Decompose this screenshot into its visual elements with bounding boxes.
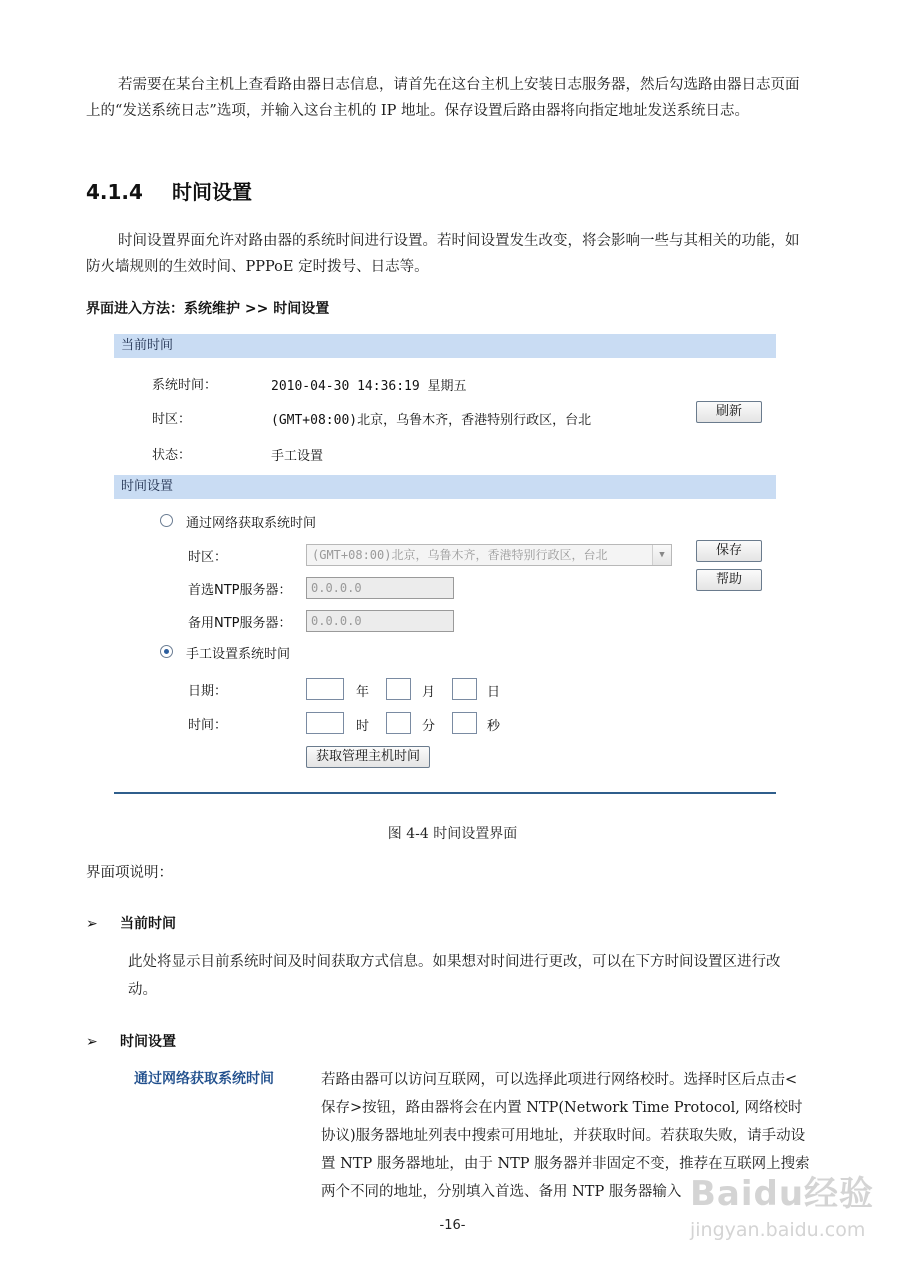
time-settings-screenshot bbox=[114, 334, 776, 796]
watermark-brand: Baidu经验 bbox=[690, 1174, 875, 1214]
bullet-current-time: ➢ 当前时间 bbox=[86, 916, 176, 932]
items-intro: 界面项说明： bbox=[86, 865, 173, 881]
section-title: 时间设置 bbox=[172, 180, 252, 204]
section-heading bbox=[86, 176, 252, 205]
intro-paragraph: 若需要在某台主机上查看路由器日志信息，请首先在这台主机上安装日志服务器，然后勾选路由器日志页面上的“发送系统日志”选项，并输入这台主机的 IP 地址。保存设置后路由器将向指定地址发送系统日志。 bbox=[86, 77, 800, 119]
refresh-button[interactable]: 刷新 bbox=[696, 401, 762, 423]
timezone-label: 时区： bbox=[152, 412, 192, 427]
section-paragraph: 时间设置界面允许对路由器的系统时间进行设置。若时间设置发生改变，将会影响一些与其相关的功能，如防火墙规则的生效时间、PPPoE 定时拨号、日志等。 bbox=[86, 233, 800, 275]
term-network-time: 通过网络获取系统时间 bbox=[134, 1071, 274, 1087]
minute-unit: 分 bbox=[422, 719, 436, 734]
bullet-current-time-text: 此处将显示目前系统时间及时间获取方式信息。如果想对时间进行更改，可以在下方时间设置区进行改动。 bbox=[128, 954, 781, 998]
backup-ntp-input[interactable] bbox=[306, 610, 454, 632]
timezone-value: (GMT+08:00)北京，乌鲁木齐，香港特别行政区，台北 bbox=[271, 413, 592, 428]
hour-unit: 时 bbox=[356, 719, 370, 734]
year-unit: 年 bbox=[356, 685, 370, 700]
chevron-down-icon: ▼ bbox=[652, 545, 671, 565]
tz-select-label: 时区： bbox=[188, 550, 228, 565]
baidu-watermark bbox=[690, 1166, 890, 1256]
primary-ntp-input[interactable] bbox=[306, 577, 454, 599]
date-label: 日期： bbox=[188, 684, 228, 699]
day-unit: 日 bbox=[487, 685, 501, 700]
hour-input[interactable] bbox=[306, 712, 344, 734]
backup-ntp-label: 备用NTP服务器： bbox=[188, 616, 292, 631]
time-label: 时间： bbox=[188, 718, 228, 733]
timezone-select-value: (GMT+08:00)北京，乌鲁木齐，香港特别行政区，台北 bbox=[312, 548, 608, 562]
status-label: 状态： bbox=[152, 448, 192, 463]
second-unit: 秒 bbox=[487, 719, 501, 734]
help-button[interactable]: 帮助 bbox=[696, 569, 762, 591]
section-number: 4.1.4 bbox=[86, 180, 143, 204]
save-button[interactable]: 保存 bbox=[696, 540, 762, 562]
system-time-value: 2010-04-30 14:36:19 星期五 bbox=[271, 379, 467, 394]
status-value: 手工设置 bbox=[271, 449, 324, 464]
figure-bottom-rule bbox=[114, 792, 776, 794]
watermark-url: jingyan.baidu.com bbox=[690, 1219, 866, 1241]
page-number: -16- bbox=[439, 1218, 466, 1233]
year-input[interactable] bbox=[306, 678, 344, 700]
month-unit: 月 bbox=[422, 685, 436, 700]
time-settings-header: 时间设置 bbox=[114, 475, 776, 499]
month-input[interactable] bbox=[386, 678, 411, 700]
term-network-time-description: 若路由器可以访问互联网，可以选择此项进行网络校时。选择时区后点击<保存>按钮，路由器将会在内置 NTP(Network Time Protocol, 网络校时协议)服务器地址列表中搜索可用地址，并获取时间。若获取失败，请手动设置 NTP 服务器地址，由于 NTP 服务器并非固定不变，推荐在互联网上搜索两个不同的地址，分别填入首选、备用 NTP 服务器输入 bbox=[321, 1072, 810, 1200]
current-time-header: 当前时间 bbox=[114, 334, 776, 358]
timezone-select[interactable] bbox=[306, 544, 672, 566]
manual-time-radio[interactable] bbox=[160, 645, 173, 658]
network-time-radio[interactable] bbox=[160, 514, 173, 527]
get-host-time-button[interactable]: 获取管理主机时间 bbox=[306, 746, 430, 768]
system-time-label: 系统时间： bbox=[152, 378, 218, 393]
second-input[interactable] bbox=[452, 712, 477, 734]
manual-time-option-label: 手工设置系统时间 bbox=[186, 647, 291, 662]
network-time-option-label: 通过网络获取系统时间 bbox=[186, 516, 317, 531]
entry-method: 界面进入方法：系统维护 >> 时间设置 bbox=[86, 301, 330, 317]
bullet-time-settings: ➢ 时间设置 bbox=[86, 1034, 176, 1050]
figure-caption: 图 4-4 时间设置界面 bbox=[387, 826, 518, 842]
primary-ntp-label: 首选NTP服务器： bbox=[188, 583, 292, 598]
day-input[interactable] bbox=[452, 678, 477, 700]
minute-input[interactable] bbox=[386, 712, 411, 734]
